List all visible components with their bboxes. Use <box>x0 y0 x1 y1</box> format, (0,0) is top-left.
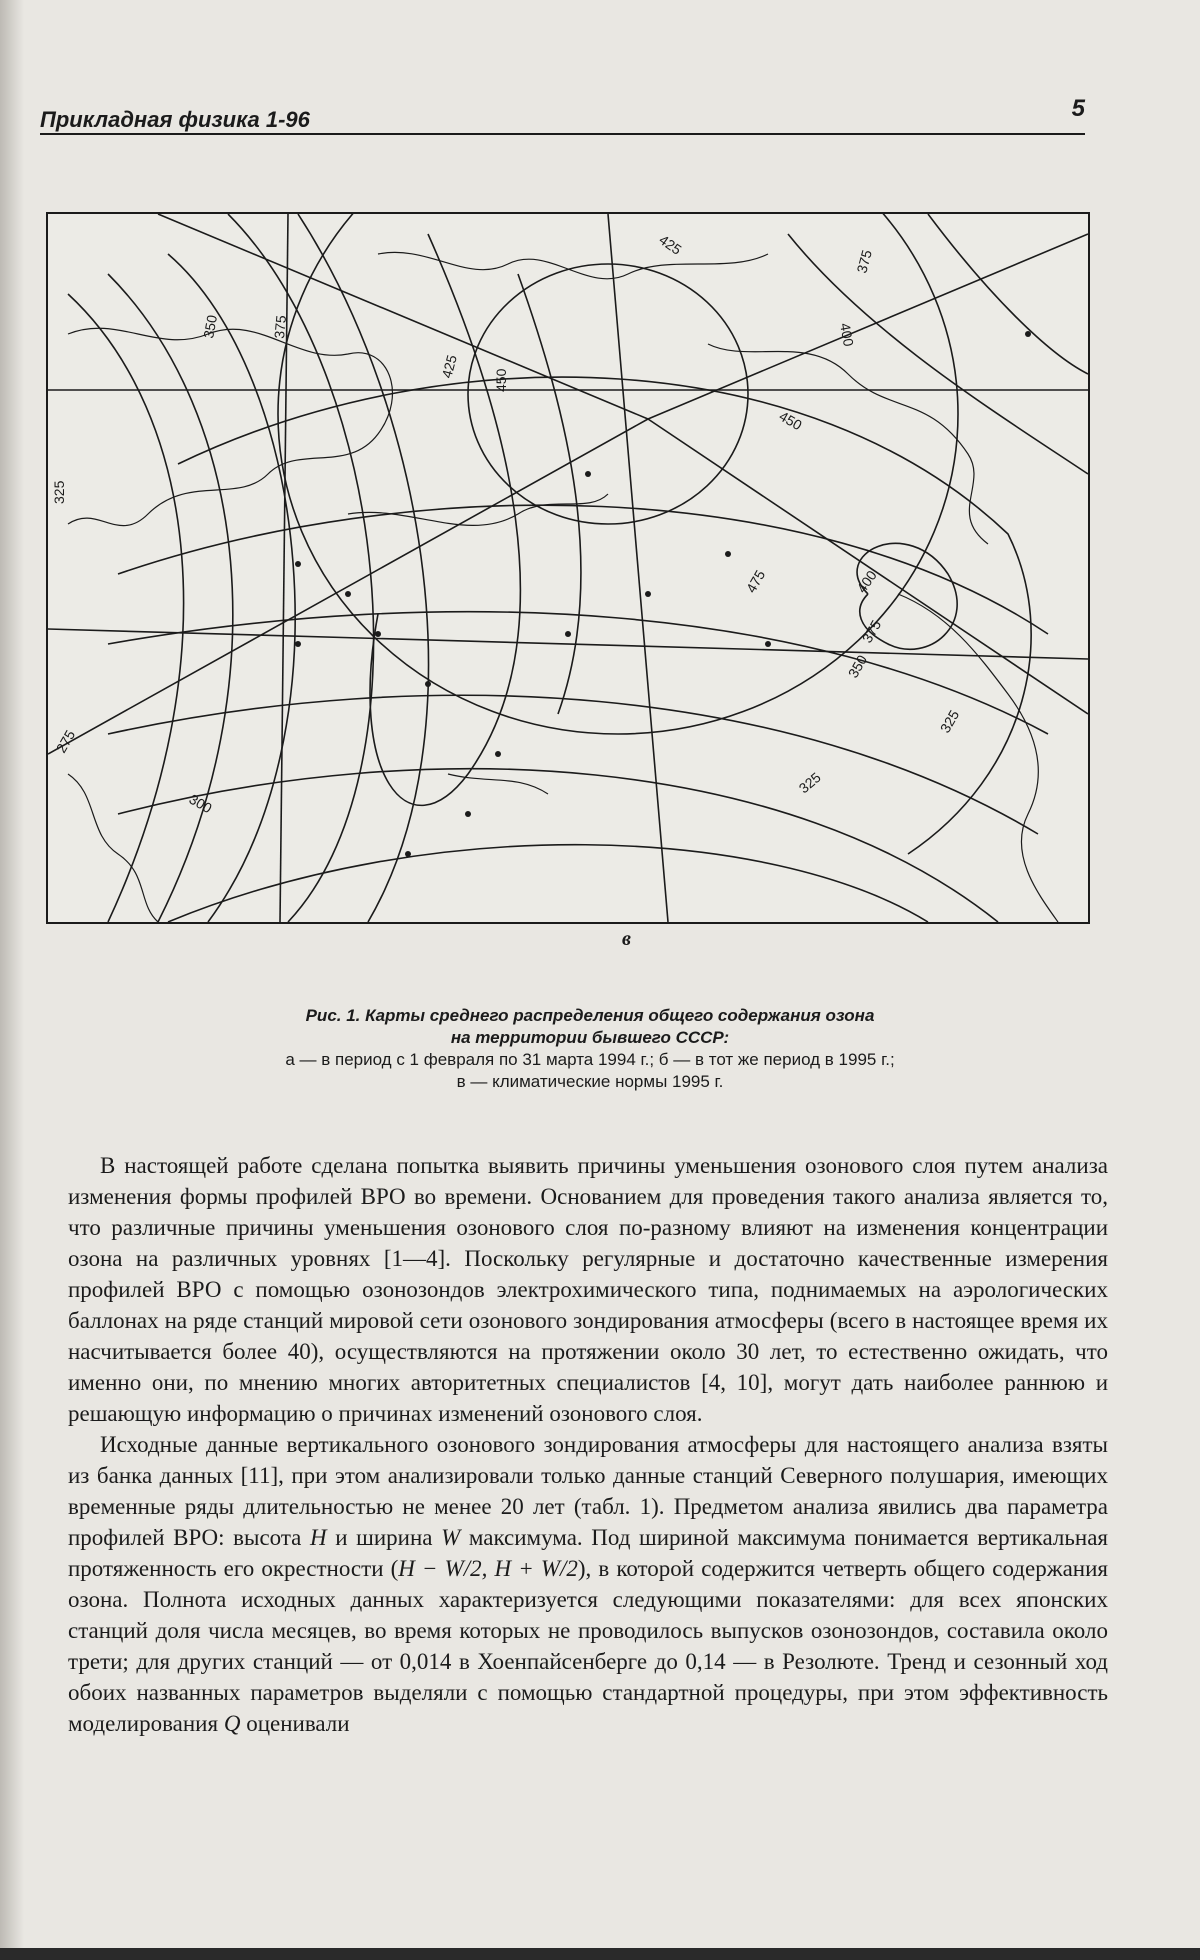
ozone-isoline <box>178 377 1031 854</box>
paragraph-1: В настоящей работе сделана попытка выявить причины уменьшения озонового слоя путем анализа изменения формы профилей ВРО во времени. Основанием для проведения такого анализа является то, что различные причины уменьшения озонового слоя по-разному влияют на изменения концентрации озона на различных уровнях [1—4]. Поскольку регулярные и достаточно качественные измерения профилей ВРО с помощью озонозондов электрохимического типа, поднимаемых на аэрологических баллонах на ряде станций мировой сети озонового зондирования атмосферы (всего в настоящее время их насчитывается более 40), осуществляются на протяжении около 30 лет, то естественно ожидать, что именно они, по мнению многих авторитетных специалистов [4, 10], могут дать наиболее раннюю и решающую информацию о причинах изменений озонового слоя. <box>68 1153 1108 1426</box>
station-markers <box>295 331 1031 857</box>
caption-title-line-2: на территории бывшего СССР: <box>450 1028 730 1047</box>
paragraph-2-text-a: Исходные данные вертикального озонового зондирования атмосферы для настоящего анализа взяты из банка данных [11], при этом анализировали только данные станций Северного полушария, имеющих временные ряды длительностью не менее 20 лет (табл. 1). Предметом анализа явились два параметра профилей ВРО: высота <box>68 1432 1108 1550</box>
station-dot <box>725 551 731 557</box>
contour-label: 425 <box>656 231 685 258</box>
station-dot <box>495 751 501 757</box>
ozone-map-figure <box>46 212 1090 924</box>
paragraph-2-text-d: ), в которой содержится четверть общего содержания озона. Полнота исходных данных характеризуется следующими показателями: для всех японских станций доля числа месяцев, во время которых не проводилось выпусков озонозондов, составила около трети; для других станций — от 0,014 в Хоенпайсенберге до 0,14 — в Резолюте. Тренд и сезонный ход обоих названных параметров выделяли с помощью стандартной процедуры, при этом эффективность моделирования <box>68 1556 1109 1736</box>
coastline <box>68 774 158 922</box>
contour-label: 325 <box>936 707 963 736</box>
contour-label: 475 <box>742 567 769 596</box>
caption-panels-line-1: а — в период с 1 февраля по 31 марта 1994 г.; б — в тот же период в 1995 г.; <box>285 1050 895 1069</box>
contour-label: 300 <box>186 790 215 817</box>
ozone-isoline <box>68 294 184 922</box>
caption-title-line-1: Рис. 1. Карты среднего распределения общего содержания озона <box>305 1006 875 1025</box>
caption-panels-line-2: в — климатические нормы 1995 г. <box>456 1072 724 1091</box>
coastline <box>348 494 608 525</box>
contour-label: 350 <box>844 652 871 681</box>
contour-label: 325 <box>795 769 824 797</box>
contour-label: 375 <box>858 617 885 646</box>
contour-label: 325 <box>51 480 67 504</box>
station-dot <box>1025 331 1031 337</box>
station-dot <box>765 641 771 647</box>
variable-H: H <box>309 1525 327 1550</box>
station-dot <box>405 851 411 857</box>
contour-label: 425 <box>438 353 460 380</box>
variable-Q: Q <box>223 1711 241 1736</box>
figure-panel-label: в <box>622 928 631 950</box>
ozone-isoline <box>168 845 928 922</box>
variable-W: W <box>441 1525 461 1550</box>
grid-line <box>48 419 648 754</box>
ozone-isoline <box>370 234 520 805</box>
coastline <box>708 344 988 544</box>
contour-label: 375 <box>271 314 290 340</box>
interval-expression: H − W/2, H + W/2 <box>398 1556 578 1581</box>
page-bottom-edge <box>0 1948 1200 1960</box>
station-dot <box>425 681 431 687</box>
journal-title: Прикладная физика 1-96 <box>40 107 310 132</box>
page-shadow <box>0 0 24 1960</box>
ozone-map <box>48 214 1088 922</box>
grid-line <box>608 214 668 922</box>
paragraph-2 <box>68 1429 1108 1739</box>
station-dot <box>345 591 351 597</box>
station-dot <box>465 811 471 817</box>
page-number: 5 <box>1071 95 1085 122</box>
paragraph-2-text-c: максимума. Под шириной максимума понимается вертикальная протяженность его окрестности ( <box>68 1525 1108 1581</box>
contour-label: 275 <box>52 727 79 756</box>
ozone-isoline <box>108 695 1038 834</box>
ozone-isoline <box>788 234 1088 474</box>
contour-label: 350 <box>200 313 221 340</box>
ozone-isoline <box>108 274 233 922</box>
paragraph-2-text-e: оценивали <box>240 1711 350 1736</box>
paragraph-2-text-b: и ширина <box>326 1525 442 1550</box>
contour-label: 400 <box>853 567 880 596</box>
figure-caption <box>140 1005 1040 1093</box>
coastline <box>898 594 1058 922</box>
station-dot <box>645 591 651 597</box>
station-dot <box>585 471 591 477</box>
ozone-isoline <box>228 214 374 922</box>
grid-line <box>158 214 648 419</box>
station-dot <box>565 631 571 637</box>
grid-line <box>648 419 1088 714</box>
ozone-isoline <box>518 274 581 714</box>
ozone-isoline <box>298 214 428 922</box>
station-dot <box>295 561 301 567</box>
contour-label: 375 <box>853 248 875 275</box>
station-dot <box>375 631 381 637</box>
contour-label: 400 <box>837 321 857 348</box>
header-rule <box>40 133 1085 135</box>
coastline <box>378 252 768 278</box>
contour-label: 450 <box>776 407 805 434</box>
coastline <box>448 774 548 794</box>
contour-label: 450 <box>493 368 509 392</box>
article-body <box>68 1150 1108 1739</box>
station-dot <box>295 641 301 647</box>
running-header <box>40 95 1085 135</box>
